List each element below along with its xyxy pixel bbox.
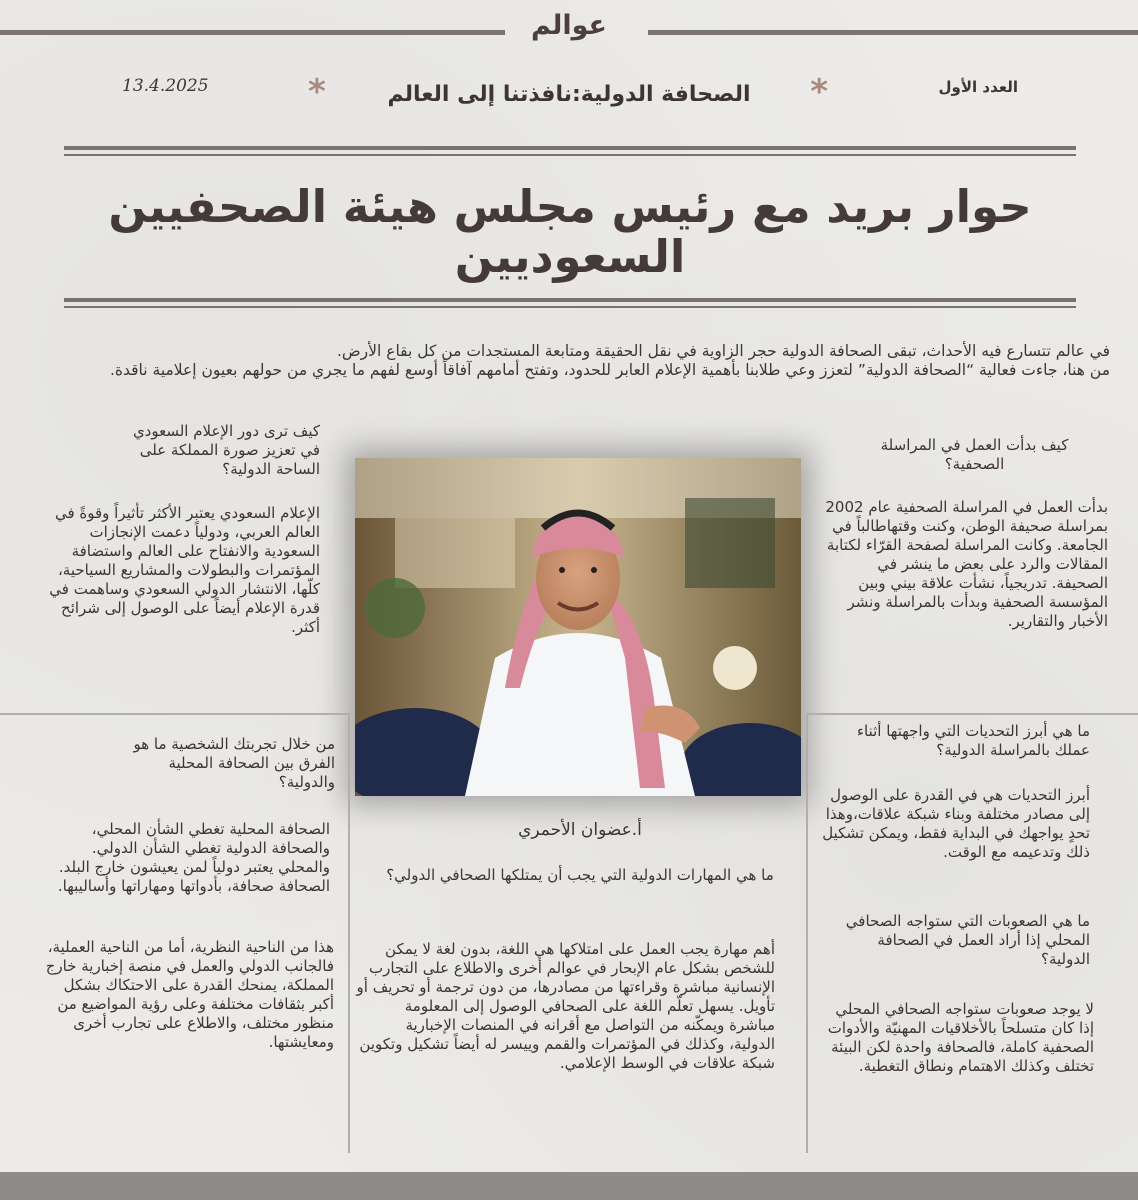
portrait-illustration [355,458,801,796]
top-rule-thick [64,146,1076,150]
left-q2: من خلال تجربتك الشخصية ما هو الفرق بين الصحافة المحلية والدولية؟ [133,735,335,791]
divider-right-vertical [806,713,808,1153]
divider-right-horizontal [806,713,1138,715]
right-q1: كيف بدأت العمل في المراسلة الصحفية؟ [880,436,1069,473]
left-a2: الصحافة المحلية تغطي الشأن المحلي، والصحافة الدولية تغطي الشأن الدولي. والمحلي يعتبر دولياً لمن يعيشون خارج البلد. الصحافة صحافة، بأدواتها ومهاراتها وأساليبها. [57,820,330,895]
intro-line-1: في عالم تتسارع فيه الأحداث، تبقى الصحافة الدولية حجر الزاوية في نقل الحقيقة ومتابعة المستجدات من كل بقاع الأرض. [336,342,1110,360]
left-q1: كيف ترى دور الإعلام السعودي في تعزيز صورة المملكة على الساحة الدولية؟ [132,422,320,478]
right-q3: ما هي الصعوبات التي ستواجه الصحافي المحلي إذا أراد العمل في الصحافة الدولية؟ [845,912,1090,968]
headline-rule-thick [64,298,1076,302]
masthead-name: عوالم [531,10,607,41]
headline: حوار بريد مع رئيس مجلس هيئة الصحفيين السعوديين [108,180,1032,283]
page-subtitle: الصحافة الدولية:نافذتنا إلى العالم [387,82,751,107]
intro-line-2: من هنا، جاءت فعالية “الصحافة الدولية” لتعزز وعي طلابنا بأهمية الإعلام العابر للحدود، وتفتح أمامهم آفاقاً أوسع لفهم ما يجري من حولهم بعيون إعلامية ناقدة. [109,361,1110,379]
asterisk-ornament-right: * [810,72,828,112]
right-a2: أبرز التحديات هي في القدرة على الوصول إلى مصادر مختلفة وبناء شبكة علاقات،وهذا تحدٍ يواجهك في البداية فقط، ويمكن تشكيل ذلك وتدعيمه مع الوقت. [822,786,1090,861]
right-q2: ما هي أبرز التحديات التي واجهتها أثناء عملك بالمراسلة الدولية؟ [856,722,1090,759]
right-a1: بدأت العمل في المراسلة الصحفية عام 2002 بمراسلة صحيفة الوطن، وكنت وقتهاطالباً في الجامعة. وكانت المراسلة لصفحة القرّاء لكتابة المقالات والرد على بعض ما ينشر في الصحيفة. تدريجياً، نشأت علاقة بيني وبين المؤسسة الصحفية وبدأت بالمراسلة ونشر الأخبار والتقارير. [825,498,1108,630]
asterisk-ornament-left: * [308,72,326,112]
divider-left-vertical [348,713,350,1153]
center-q1: ما هي المهارات الدولية التي يجب أن يمتلكها الصحافي الدولي؟ [386,866,774,884]
headline-rule-thin [64,306,1076,308]
interview-photo [355,458,801,796]
right-a3: لا يوجد صعوبات ستواجه الصحافي المحلي إذا كان متسلحاً بالأخلاقيات المهنيّة والأدوات الصحفية كاملة، فالصحافة واحدة لكن البيئة تختلف وكذلك الاهتمام ونطاق التغطية. [827,1000,1094,1075]
intro-paragraph [70,342,1110,380]
photo-caption: أ.عضوان الأحمري [518,820,642,840]
issue-label: العدد الأول [938,78,1018,96]
issue-date: 13.4.2025 [122,76,209,96]
left-a3: هذا من الناحية النظرية، أما من الناحية العملية، فالجانب الدولي والعمل في منصة إخبارية خارج المملكة، يمنحك القدرة على الاحتكاك بشكل أكبر بثقافات مختلفة وعلى رؤية المواضيع من منظور مختلف، والاطلاع على تجارب أخرى ومعايشتها. [45,938,334,1051]
divider-left-horizontal [0,713,350,715]
top-rule-thin [64,154,1076,156]
footer-bar [0,1172,1138,1200]
center-a1: أهم مهارة يجب العمل على امتلاكها هي اللغة، بدون لغة لا يمكن للشخص بشكل عام الإبحار في عوالم أخرى والاطلاع على التجارب الإنسانية مباشرة وقراءتها من مصادرها، من دون ترجمة أو تحريف أو تأويل. يسهل تعلّم اللغة على الصحافي الوصول إلى المعلومة مباشرة ويمكّنه من التواصل مع أقرانه في المنصات الإخبارية الدولية، وكذلك في المؤتمرات والقمم وييسر له أيضاً تشكيل وتكوين شبكة علاقات في الوسط الإعلامي. [356,940,775,1072]
left-a1: الإعلام السعودي يعتبر الأكثر تأثيراً وقوةً في العالم العربي، ودولياً دعمت الإنجازات السعودية والانفتاح على العالم واستضافة المؤتمرات والبطولات والمشاريع السياحية، كلّها، الانتشار الدولي السعودي وساهمت في قدرة الإعلام أيضاً على الوصول إلى شرائح أكثر. [49,504,320,636]
